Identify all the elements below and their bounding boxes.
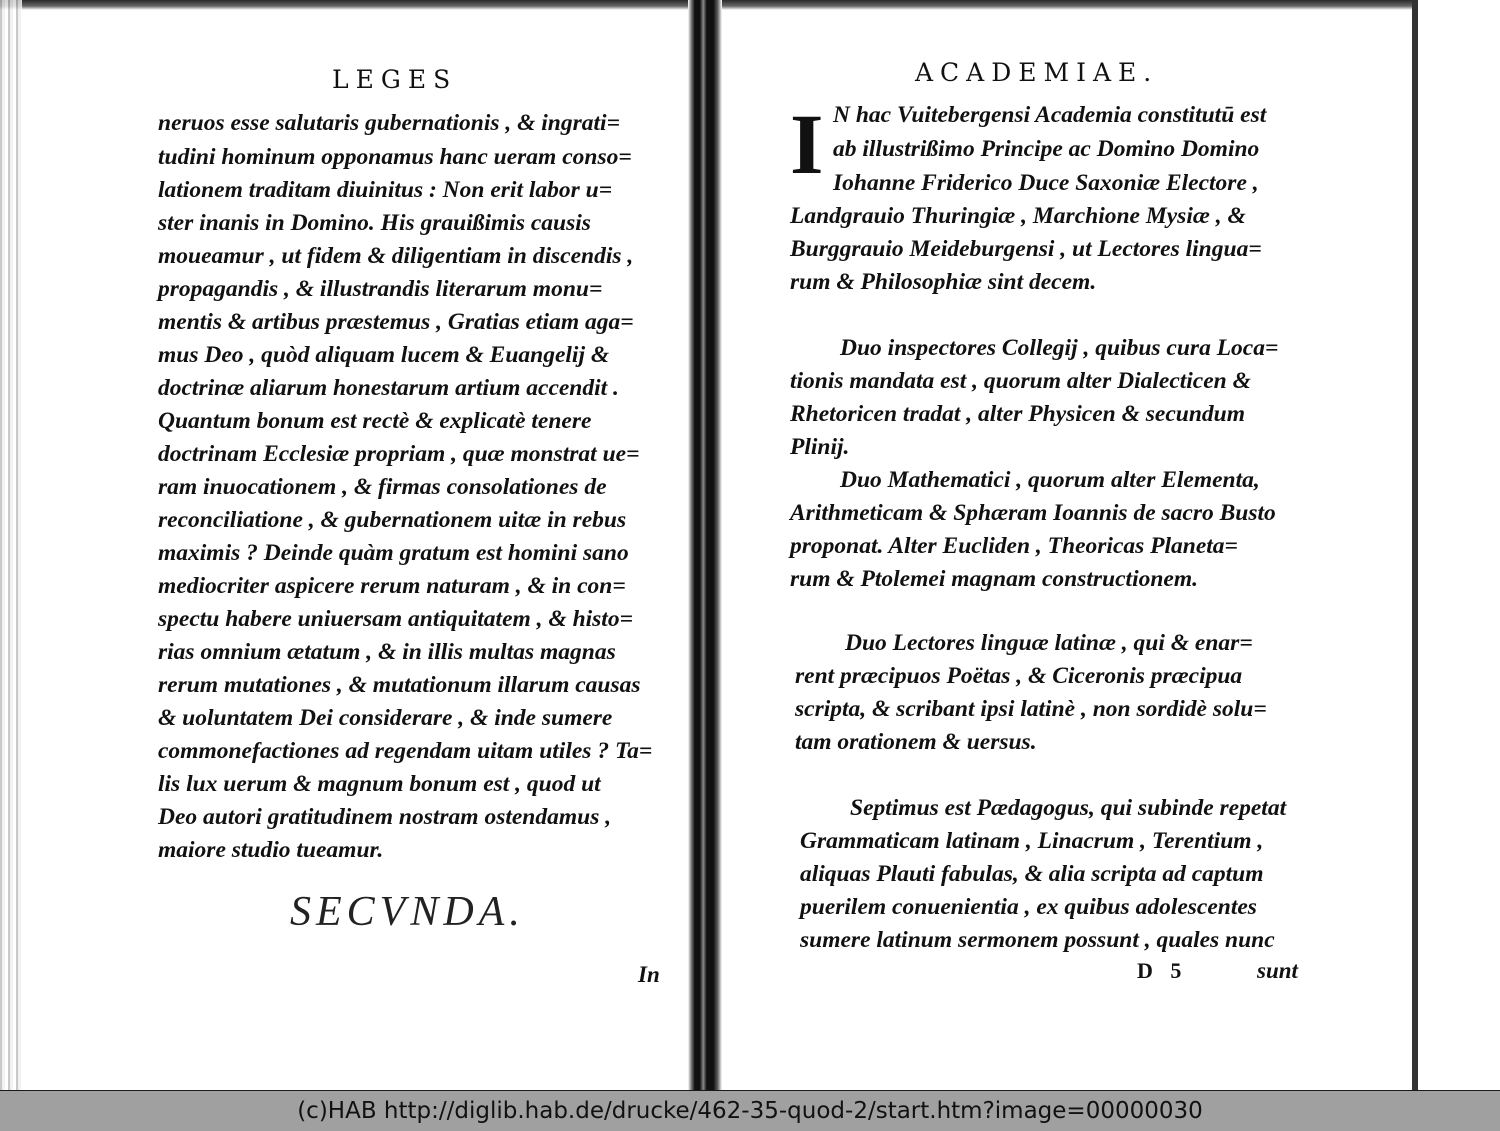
left-text-line: neruos esse salutaris gubernationis , & ingrati=	[158, 110, 620, 136]
left-text-line: ram inuocationem , & firmas consolationes de	[158, 474, 607, 500]
section-heading: SECVNDA.	[290, 889, 525, 935]
right-text-line: Septimus est Pædagogus, qui subinde repetat	[850, 795, 1287, 821]
left-text-line: spectu habere uniuersam antiquitatem , & histo=	[158, 606, 633, 632]
right-text-line: rum & Philosophiæ sint decem.	[790, 269, 1097, 295]
left-text-line: mus Deo , quòd aliquam lucem & Euangelij &	[158, 342, 610, 368]
left-text-line: rerum mutationes , & mutationum illarum causas	[158, 672, 641, 698]
right-text-line: puerilem conuenientia , ex quibus adolescentes	[800, 894, 1257, 920]
right-text-line: aliquas Plauti fabulas, & alia scripta ad captum	[800, 861, 1264, 887]
right-text-line: Iohanne Friderico Duce Saxoniæ Electore ,	[833, 170, 1259, 196]
right-text-line: tionis mandata est , quorum alter Dialecticen &	[790, 368, 1251, 394]
right-text-line: Duo Lectores linguæ latinæ , qui & enar=	[845, 630, 1253, 656]
right-text-line: Landgrauio Thuringiæ , Marchione Mysiæ , &	[790, 203, 1246, 229]
left-text-line: mediocriter aspicere rerum naturam , & in con=	[158, 573, 626, 599]
right-text-line: proponat. Alter Eucliden , Theoricas Planeta=	[790, 533, 1238, 559]
right-text-line: scripta, & scribant ipsi latinè , non sordidè solu=	[795, 696, 1267, 722]
right-text-line: Duo Mathematici , quorum alter Elementa,	[840, 467, 1260, 493]
right-catchword: sunt	[1257, 958, 1298, 983]
right-text-line: rum & Ptolemei magnam constructionem.	[790, 566, 1199, 592]
source-url-text: (c)HAB http://diglib.hab.de/drucke/462-35-quod-2/start.htm?image=00000030	[297, 1098, 1203, 1124]
right-text-line: rent præcipuos Poëtas , & Ciceronis præcipua	[795, 663, 1243, 689]
right-text-line: Duo inspectores Collegij , quibus cura Loca=	[840, 335, 1279, 361]
right-text-line: tam orationem & uersus.	[795, 729, 1037, 755]
left-text-line: ster inanis in Domino. His grauißimis causis	[158, 210, 591, 236]
right-text-line: Arithmeticam & Sphæram Ioannis de sacro Busto	[790, 500, 1276, 526]
page-left-edge	[0, 0, 22, 1090]
left-text-line: reconciliatione , & gubernationem uitæ in rebus	[158, 507, 627, 533]
right-text-line: Burggrauio Meideburgensi , ut Lectores lingua=	[790, 236, 1262, 262]
right-text-line: Rhetoricen tradat , alter Physicen & secundum	[790, 401, 1246, 427]
left-text-line: lis lux uerum & magnum bonum est , quod ut	[158, 771, 601, 797]
left-page	[60, 0, 680, 1090]
source-footer	[0, 1091, 1500, 1131]
left-text-line: commonefactiones ad regendam uitam utiles ? Ta=	[158, 738, 653, 764]
book-gutter	[688, 0, 722, 1090]
left-running-head: LEGES	[332, 65, 458, 94]
left-text-line: Deo autori gratitudinem nostram ostendamus ,	[158, 804, 612, 830]
left-text-line: & uoluntatem Dei considerare , & inde sumere	[158, 705, 613, 731]
left-text-line: doctrinæ aliarum honestarum artium accendit .	[158, 375, 619, 401]
right-text-line: N hac Vuitebergensi Academia constitutū est	[833, 102, 1267, 128]
right-text-line: ab illustrißimo Principe ac Domino Domino	[833, 136, 1260, 162]
left-text-line: doctrinam Ecclesiæ propriam , quæ monstrat ue=	[158, 441, 640, 467]
right-text-line: Grammaticam latinam , Linacrum , Terentium ,	[800, 828, 1264, 854]
drop-cap: I	[790, 96, 824, 192]
left-text-line: propagandis , & illustrandis literarum monu=	[158, 276, 603, 302]
left-text-line: tudini hominum opponamus hanc ueram conso=	[158, 144, 632, 170]
left-text-line: lationem traditam diuinitus : Non erit labor u=	[158, 177, 613, 203]
left-catchword: In	[638, 962, 660, 987]
left-text-line: maximis ? Deinde quàm gratum est homini sano	[158, 540, 629, 566]
page-right-edge	[1412, 0, 1500, 1090]
right-text-line: Plinij.	[790, 434, 850, 460]
left-text-line: mentis & artibus præstemus , Gratias etiam aga=	[158, 309, 634, 335]
left-text-line: maiore studio tueamur.	[158, 837, 384, 863]
signature-mark: D 5	[1137, 958, 1188, 983]
right-running-head: ACADEMIAE.	[915, 58, 1159, 87]
left-text-line: moueamur , ut fidem & diligentiam in discendis ,	[158, 243, 634, 269]
right-text-line: sumere latinum sermonem possunt , quales nunc	[800, 927, 1275, 953]
left-text-line: rias omnium ætatum , & in illis multas magnas	[158, 639, 616, 665]
left-text-line: Quantum bonum est rectè & explicatè tenere	[158, 408, 592, 434]
right-page	[735, 0, 1335, 1090]
